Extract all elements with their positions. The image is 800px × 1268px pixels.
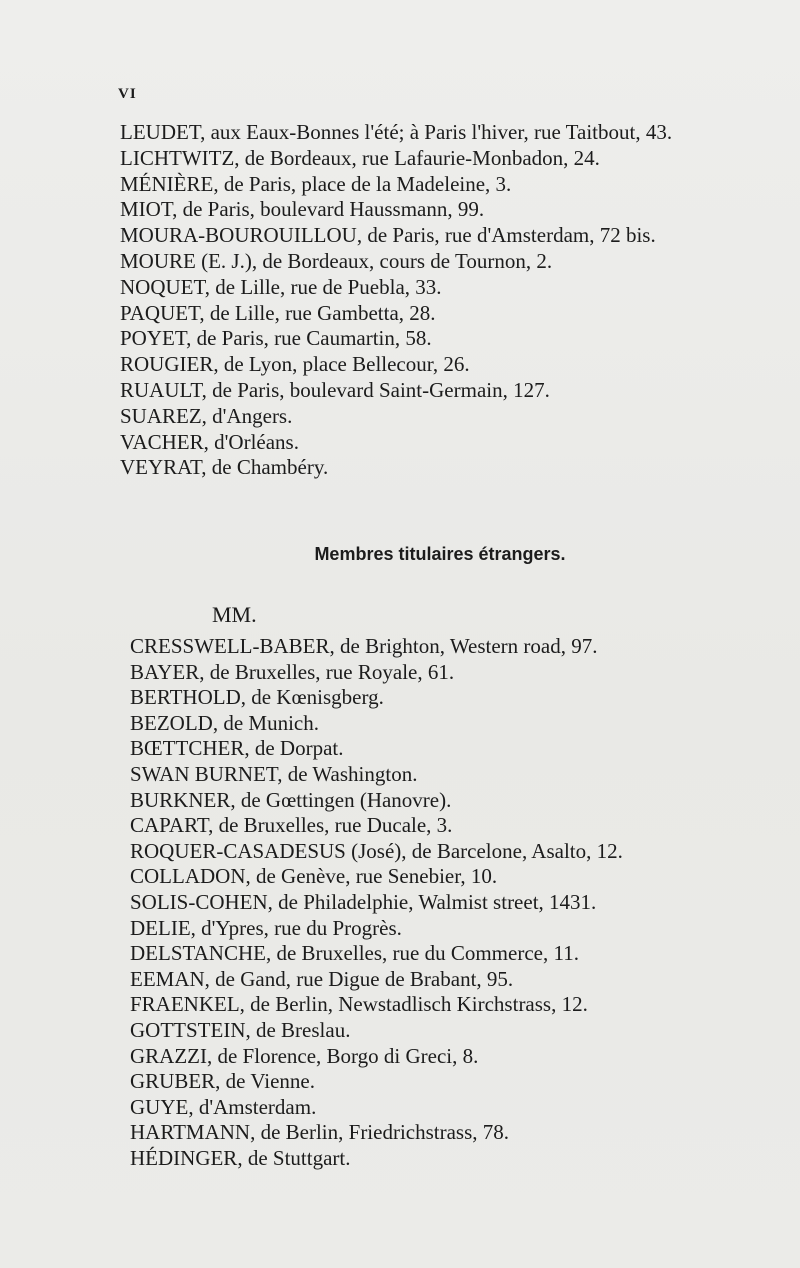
- member-entry: GUYE, d'Amsterdam.: [130, 1094, 317, 1119]
- member-entry: DELIE, d'Ypres, rue du Progrès.: [130, 915, 402, 940]
- section-title: Membres titulaires étrangers.: [314, 544, 566, 564]
- member-entry: BŒTTCHER, de Dorpat.: [130, 736, 344, 761]
- page-number: VI: [118, 86, 137, 102]
- member-entry: MOURA-BOUROUILLOU, de Paris, rue d'Amsterdam, 72 bis.: [120, 223, 656, 248]
- member-entry: HÉDINGER, de Stuttgart.: [130, 1146, 351, 1170]
- member-entry: SUAREZ, d'Angers.: [120, 403, 293, 428]
- member-entry: MÉNIÈRE, de Paris, place de la Madeleine, 3.: [120, 171, 512, 196]
- member-entry: BERTHOLD, de Kœnisgberg.: [130, 685, 384, 710]
- mm-label: MM.: [212, 602, 257, 627]
- member-entry: RUAULT, de Paris, boulevard Saint-Germain, 127.: [120, 378, 550, 402]
- member-entry: DELSTANCHE, de Bruxelles, rue du Commerce, 11.: [130, 941, 579, 966]
- member-entry: GRUBER, de Vienne.: [130, 1069, 316, 1094]
- member-entry: COLLADON, de Genève, rue Senebier, 10.: [130, 864, 498, 889]
- member-entry: MOURE (E. J.), de Bordeaux, cours de Tournon, 2.: [120, 249, 553, 273]
- member-entry: ROUGIER, de Lyon, place Bellecour, 26.: [120, 352, 470, 377]
- member-entry: BEZOLD, de Munich.: [130, 710, 319, 735]
- member-entry: SOLIS-COHEN, de Philadelphie, Walmist street, 1431.: [130, 890, 597, 914]
- member-entry: CAPART, de Bruxelles, rue Ducale, 3.: [130, 813, 453, 838]
- member-entry: LICHTWITZ, de Bordeaux, rue Lafaurie-Monbadon, 24.: [120, 145, 600, 170]
- member-entry: VACHER, d'Orléans.: [120, 429, 299, 454]
- member-entry: POYET, de Paris, rue Caumartin, 58.: [120, 326, 432, 351]
- member-entry: GOTTSTEIN, de Breslau.: [130, 1018, 351, 1042]
- member-entry: VEYRAT, de Chambéry.: [120, 455, 329, 480]
- member-entry: PAQUET, de Lille, rue Gambetta, 28.: [120, 300, 436, 325]
- member-entry: ROQUER-CASADESUS (José), de Barcelone, Asalto, 12.: [130, 838, 623, 863]
- member-entry: MIOT, de Paris, boulevard Haussmann, 99.: [120, 197, 485, 222]
- member-entry: FRAENKEL, de Berlin, Newstadlisch Kirchstrass, 12.: [130, 992, 588, 1017]
- member-entry: NOQUET, de Lille, rue de Puebla, 33.: [120, 274, 442, 299]
- member-entry: EEMAN, de Gand, rue Digue de Brabant, 95.: [130, 966, 514, 991]
- member-entry: BURKNER, de Gœttingen (Hanovre).: [130, 787, 452, 812]
- member-entry: LEUDET, aux Eaux-Bonnes l'été; à Paris l'hiver, rue Taitbout, 43.: [120, 120, 673, 144]
- member-entry: HARTMANN, de Berlin, Friedrichstrass, 78.: [130, 1120, 510, 1145]
- member-entry: CRESSWELL-BABER, de Brighton, Western road, 97.: [130, 634, 598, 658]
- member-entry: GRAZZI, de Florence, Borgo di Greci, 8.: [130, 1043, 479, 1068]
- member-entry: SWAN BURNET, de Washington.: [130, 762, 418, 786]
- member-entry: BAYER, de Bruxelles, rue Royale, 61.: [130, 659, 455, 684]
